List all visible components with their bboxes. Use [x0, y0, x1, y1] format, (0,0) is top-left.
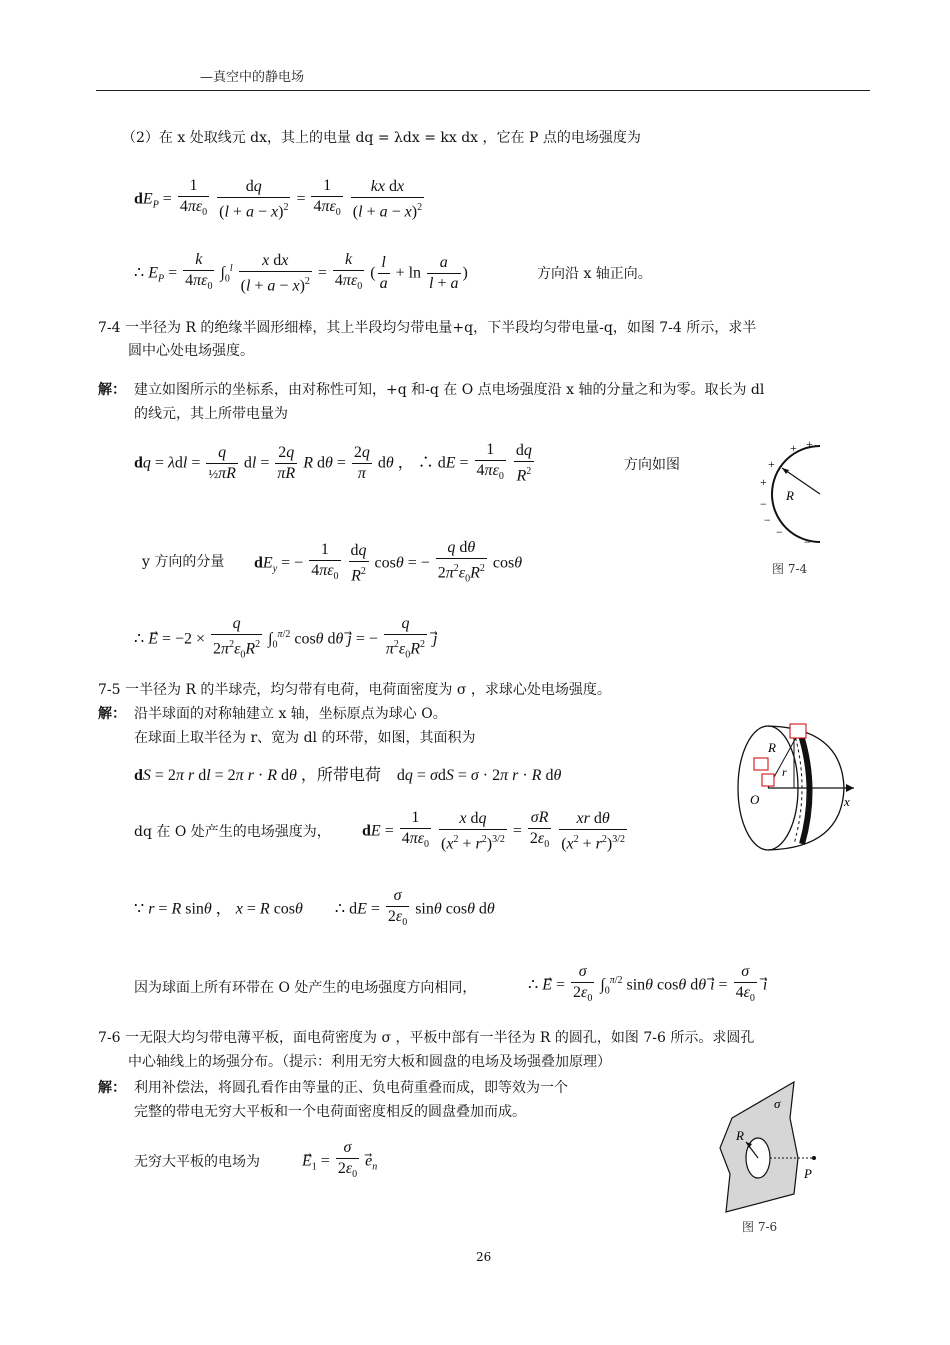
label-R-75: R: [768, 740, 776, 755]
equation-8: ∵ r = R sinθ ， x = R cosθ ∴ dE = $\frac{\sigma}{2\varepsilon_0}$ sinθ cosθ dθ: [134, 887, 495, 929]
solution-label-7-5: 解：: [98, 706, 126, 722]
figure-7-5-hemisphere: [732, 718, 862, 858]
solution-7-6-line1: 利用补偿法，将圆孔看作由等量的正、负电荷重叠而成，即等效为一个: [134, 1080, 568, 1096]
equation-4-label: y 方向的分量: [142, 554, 225, 570]
solution-label-7-4: 解：: [98, 382, 126, 398]
solution-7-4-line2: 的线元，其上所带电量为: [134, 406, 288, 422]
question-7-6-line2: 中心轴线上的场强分布。（提示：利用无穷大板和圆盘的电场及场强叠加原理）: [128, 1054, 611, 1070]
solution-7-5-line2: 在球面上取半径为 r、宽为 dl 的环带，如图，其面积为: [134, 730, 476, 746]
equation-10-label: 无穷大平板的电场为: [134, 1154, 260, 1170]
figure-7-4-semicircle: [748, 438, 838, 548]
marker-box-3: [762, 774, 774, 786]
solution-7-5-line1: 沿半球面的对称轴建立 x 轴，坐标原点为球心 O。: [134, 706, 447, 722]
question-7-4-line2: 圆中心处电场强度。: [128, 343, 254, 359]
label-R-76: R: [736, 1128, 744, 1143]
figure-7-6-plate-with-hole: [718, 1078, 828, 1214]
question-7-5: 7-5 一半径为 R 的半球壳，均匀带有电荷，电荷面密度为 σ ，求球心处电场强度。: [98, 682, 611, 698]
x-axis-arrowhead: [846, 784, 854, 792]
plus-sign-2: +: [806, 438, 813, 451]
paragraph-part2: （2）在 x 处取线元 dx，其上的电量 dq = λdx = kx dx ，它在 P 点的电场强度为: [122, 130, 641, 146]
equation-2: ∴ $E_P$ = $\frac{k}{4\pi\varepsilon_0}$ $\int_0^l$ $\frac{\text{x dx}}{(l + a - x)^2}$ = $\frac{k}{4\pi\varepsilon_0}$ ( $\frac{l}{a}$ + ln $\frac{a}{l + a}$ ): [134, 251, 468, 295]
equation-2-note: 方向沿 x 轴正向。: [537, 266, 652, 282]
minus-sign-3: −: [776, 525, 783, 539]
radius-arrowhead: [782, 468, 789, 474]
equation-3: dq = λdl = $\frac{q}{\text{½πR}}$ dl = $\frac{2q}{\pi R}$ R dθ = $\frac{2q}{\pi}$ dθ ， ∴ dE = $\frac{1}{4\pi\varepsilon_0}$ $\frac{dq}{R^2}$: [134, 441, 532, 485]
plus-sign-3: +: [768, 457, 775, 471]
equation-9: ∴ E⃗ = $\frac{\sigma}{2\varepsilon_0}$ $\int_0^{\pi/2}$ sinθ cosθ dθ i⃗ = $\frac{\sigma}{4\varepsilon_0}$ i: [528, 963, 768, 1005]
point-P-dot: [812, 1156, 816, 1160]
figure-7-6-caption: 图 7-6: [742, 1220, 778, 1234]
marker-box-1: [790, 724, 806, 738]
label-O: O: [750, 792, 760, 807]
plus-sign-4: +: [760, 475, 767, 489]
label-R: R: [786, 488, 794, 503]
solution-7-6-line2: 完整的带电无穷大平板和一个电荷面密度相反的圆盘叠加而成。: [134, 1104, 526, 1120]
marker-box-2: [754, 758, 768, 770]
label-r: r: [782, 765, 787, 779]
page-header: —真空中的静电场: [200, 70, 305, 85]
equation-7-label: dq 在 O 处产生的电场强度为，: [134, 824, 331, 840]
equation-10: $E_1$ = $\frac{\sigma}{2\varepsilon_0}$ $e_n$: [302, 1139, 378, 1181]
equation-6: dS = 2π r dl = 2π r · R dθ ，所带电荷 dq = σdS = σ · 2π r · R dθ: [134, 767, 562, 784]
minus-sign-1: −: [760, 497, 767, 511]
label-P: P: [804, 1166, 812, 1181]
solution-label-7-6: 解：: [98, 1080, 126, 1096]
label-sigma: σ: [774, 1096, 781, 1111]
minus-sign-4: −: [804, 535, 811, 548]
question-7-4-line1: 7-4 一半径为 R 的绝缘半圆形细棒，其上半段均匀带电量+q，下半段均匀带电量-q，如图 7-4 所示，求半: [98, 320, 757, 336]
page-number: 26: [476, 1250, 492, 1264]
figure-7-4-caption: 图 7-4: [772, 562, 808, 576]
equation-7: dE = $\frac{1}{4\pi\varepsilon_0}$ $\frac{\text{x dq}}{(x^2 + r^2)^{3/2}}$ = $\frac{\sigma R}{2\varepsilon_0}$ $\frac{\text{xr dθ}}{(x^2 + r^2)^{3/2}}$: [362, 809, 626, 853]
label-x: x: [844, 794, 850, 809]
equation-3-note: 方向如图: [624, 457, 680, 473]
equation-1: $dE_P$ = $\frac{1}{4\pi\varepsilon_0}$ $\frac{dq}{(l + a - x)^2}$ = $\frac{1}{4\pi\varepsilon_0}$ $\frac{\text{kx dx}}{(l + a - x)^2}$: [134, 177, 423, 221]
minus-sign-2: −: [764, 513, 771, 527]
solution-7-4-line1: 建立如图所示的坐标系，由对称性可知，+q 和-q 在 O 点电场强度沿 x 轴的分量之和为零。取长为 dl: [134, 382, 765, 398]
equation-4: $dE_y$ = − $\frac{1}{4\pi\varepsilon_0}$ $\frac{dq}{R^2}$ cosθ = − $\frac{\text{q dθ}}{2\pi^2\varepsilon_0R^2}$ cosθ: [254, 539, 523, 585]
question-7-6-line1: 7-6 一无限大均匀带电薄平板，面电荷密度为 σ ，平板中部有一半径为 R 的圆孔，如图 7-6 所示。求圆孔: [98, 1030, 755, 1046]
header-rule: [96, 90, 870, 91]
equation-5: ∴ E⃗ = −2 × $\frac{q}{2\pi^2\varepsilon_0R^2}$ $\int_0^{\pi/2}$ cosθ dθ j⃗ = − $\frac{q}{\pi^2\varepsilon_0R^2}$ j: [134, 615, 438, 661]
plus-sign-1: +: [790, 441, 797, 455]
equation-9-label: 因为球面上所有环带在 O 处产生的电场强度方向相同，: [134, 980, 477, 996]
